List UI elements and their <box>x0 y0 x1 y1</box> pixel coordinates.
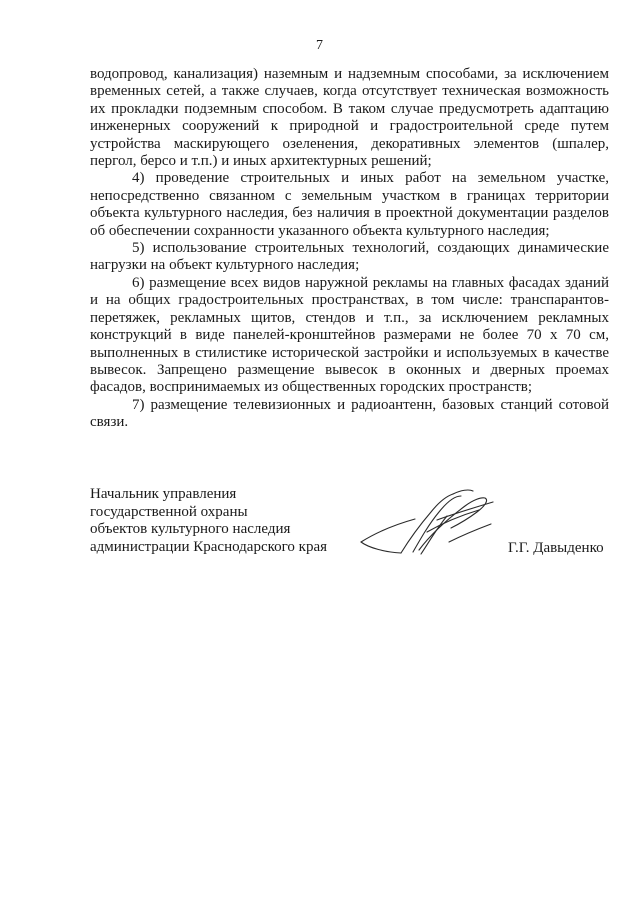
signer-position <box>90 486 350 556</box>
signer-position-line: государственной охраны <box>90 503 248 520</box>
signer-position-line: Начальник управления <box>90 486 237 502</box>
signer-position-line: объектов культурного наследия <box>90 521 291 537</box>
paragraph-item-4: 4) проведение строительных и иных работ на земельном участке, непосредственно связанном с земельным участком в границах территории объекта культурного наследия, без наличия в проектной документации разделов об обеспечении сохранности указанного объекта культурного наследия; <box>90 170 609 239</box>
handwritten-signature <box>357 484 507 564</box>
paragraph-item-7: 7) размещение телевизионных и радиоантенн, базовых станций сотовой связи. <box>90 396 609 431</box>
document-body <box>90 66 609 432</box>
paragraph-item-5: 5) использование строительных технологий, создающих динамические нагрузки на объект культурного наследия; <box>90 240 609 274</box>
paragraph-item-6: 6) размещение всех видов наружной рекламы на главных фасадах зданий и на общих градостроительных пространствах, в том числе: транспарантов-перетяжек, рекламных щитов, стендов и т.п., за исключением рекламных конструкций в виде панелей-кронштейнов размерами не более 70 х 70 см, выполненных в стилистике исторической застройки и используемых в качестве вывесок. Запрещено размещение вывесок в оконных и дверных проемах фасадов, воспринимаемых из общественных городских пространств; <box>90 274 609 396</box>
signer-position-line: администрации Краснодарского края <box>90 538 328 555</box>
signer-name: Г.Г. Давыденко <box>508 540 604 556</box>
paragraph-continuation: водопровод, канализация) наземным и надземным способами, за исключением временных сетей, а также случаев, когда отсутствует техническая возможность их прокладки подземным способом. В таком случае предусмотреть адаптацию инженерных сооружений к природной и градостроительной среде путем устройства маскирующего озеленения, декоративных элементов (шпалер, пергол, берсо и т.п.) и иных архитектурных решений; <box>90 66 609 170</box>
page-number: 7 <box>316 38 323 53</box>
